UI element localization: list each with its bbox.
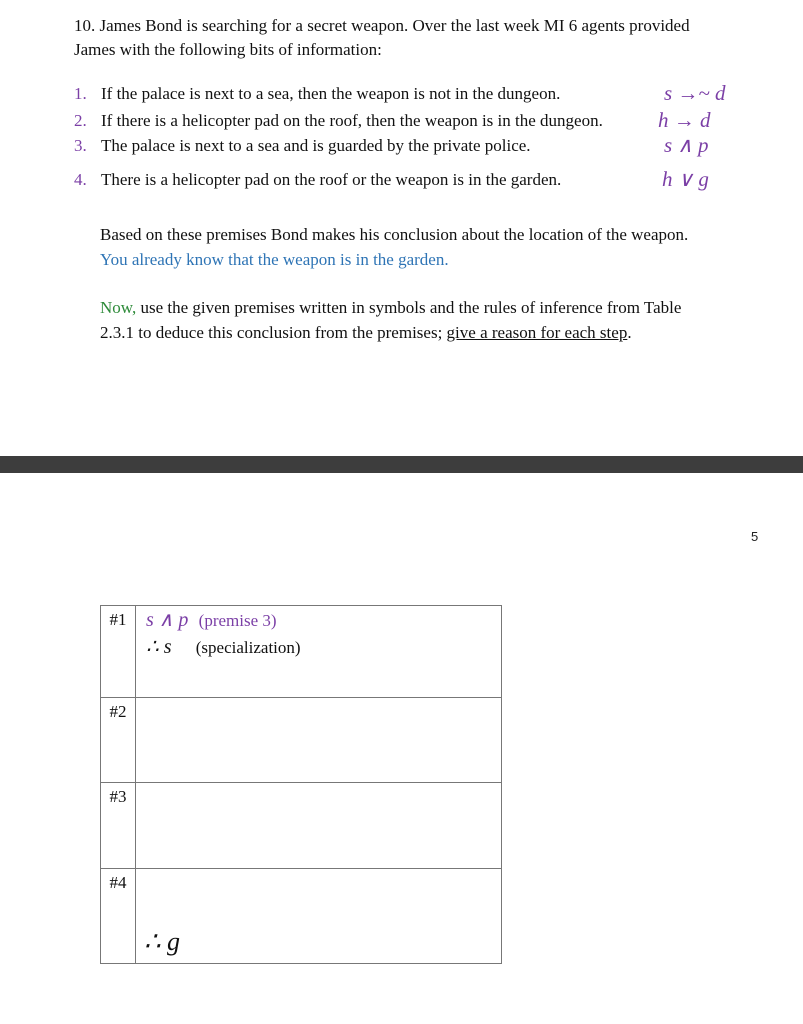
instruction-paragraph <box>100 295 760 345</box>
step-work[interactable] <box>136 606 502 698</box>
premise-text: If there is a helicopter pad on the roof, then the weapon is in the dungeon. <box>101 111 603 130</box>
result-note: (specialization) <box>195 638 301 657</box>
result-symbol: ∴ s <box>146 636 172 658</box>
step-label: #1 <box>101 606 136 698</box>
premise-item <box>74 108 774 135</box>
premise-item <box>74 133 774 160</box>
premise-number: 4. <box>74 170 87 189</box>
instruction-line-2 <box>100 320 760 345</box>
step-work[interactable] <box>136 869 502 964</box>
premise-symbol: h → d <box>658 108 711 132</box>
instruction-line-1-rest: use the given premises written in symbols and the rules of inference from Table <box>136 298 682 317</box>
premise-symbol: h ∨ g <box>662 167 709 191</box>
proof-table <box>100 605 502 964</box>
step-result <box>146 634 301 659</box>
premise-symbol: s →~ d <box>664 81 726 105</box>
step-expression <box>146 607 277 632</box>
premise-text: If the palace is next to a sea, then the weapon is not in the dungeon. <box>101 84 561 103</box>
premise-symbol: s ∧ p <box>664 133 709 157</box>
premise-text: There is a helicopter pad on the roof or the weapon is in the garden. <box>101 170 562 189</box>
conclusion-line-2: You already know that the weapon is in the garden. <box>100 250 449 269</box>
premise-text: The palace is next to a sea and is guarded by the private police. <box>101 136 531 155</box>
table-row <box>101 606 502 698</box>
step-label: #3 <box>101 783 136 869</box>
instruction-emphasis: give a reason for each step <box>446 323 628 342</box>
final-conclusion: ∴ g <box>144 927 181 956</box>
table-row <box>101 698 502 783</box>
step-work[interactable] <box>136 698 502 783</box>
premise-number: 2. <box>74 111 87 130</box>
table-row <box>101 783 502 869</box>
question-line-1: 10. James Bond is searching for a secret weapon. Over the last week MI 6 agents provided <box>74 16 690 35</box>
premise-number: 1. <box>74 84 87 103</box>
instruction-line-2-plain: 2.3.1 to deduce this conclusion from the premises; <box>100 323 447 342</box>
instruction-now: Now, <box>100 298 137 317</box>
instruction-line-1 <box>100 295 760 320</box>
question-line-2: James with the following bits of information: <box>74 40 382 59</box>
expr-symbol: s ∧ p <box>146 609 189 631</box>
page-number: 5 <box>751 529 759 544</box>
conclusion-line-1: Based on these premises Bond makes his conclusion about the location of the weapon. <box>100 225 689 244</box>
step-work[interactable] <box>136 783 502 869</box>
question-text <box>74 14 774 62</box>
premise-number: 3. <box>74 136 87 155</box>
premise-item <box>74 167 774 194</box>
step-label: #2 <box>101 698 136 783</box>
step-label: #4 <box>101 869 136 964</box>
conclusion-paragraph <box>100 222 760 272</box>
premise-item <box>74 81 774 108</box>
table-row <box>101 869 502 964</box>
expr-note: (premise 3) <box>198 611 277 630</box>
instruction-line-2-end: . <box>627 323 632 342</box>
page-divider <box>0 456 803 473</box>
